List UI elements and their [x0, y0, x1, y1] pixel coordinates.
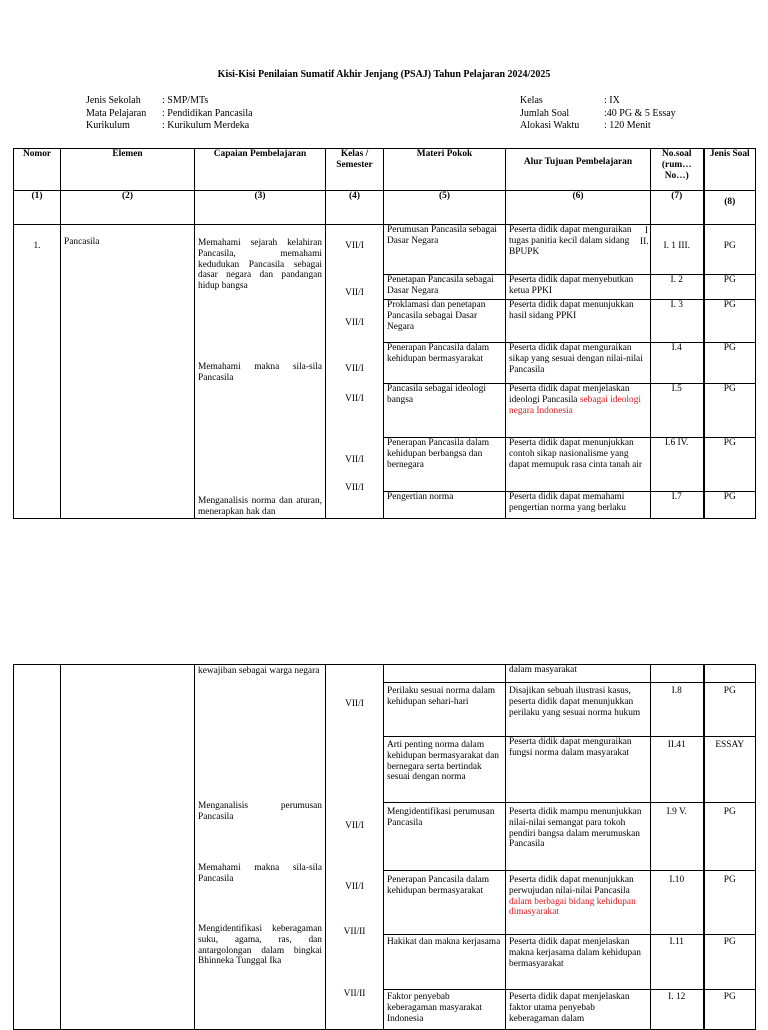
- materi-cell: Penerapan Pancasila dalam kehidupan bermasyarakat: [384, 343, 506, 384]
- school-info-left: [86, 95, 253, 133]
- capaian-cell: [195, 665, 326, 1030]
- kelas-text: VII/I: [345, 394, 364, 404]
- capaian-cell: [195, 225, 326, 519]
- meta-label: Mata Pelajaran: [86, 107, 147, 119]
- document-title: Kisi-Kisi Penilaian Sumatif Akhir Jenjang (PSAJ) Tahun Pelajaran 2024/2025: [217, 69, 551, 80]
- header-alur: Alur Tujuan Pembelajaran: [506, 149, 651, 191]
- alur-text: Peserta didik dapat menunjukkan perwujudan nilai-nilai Pancasila: [509, 875, 634, 896]
- materi-cell: Pengertian norma: [384, 492, 506, 519]
- capaian-text: Menganalisis norma dan aturan, menerapkan hak dan: [198, 496, 322, 517]
- kelas-text: VII/I: [345, 483, 364, 493]
- colnum-3: (3): [195, 191, 326, 225]
- no-soal-cell: I.8: [651, 683, 704, 737]
- kelas-text: VII/I: [345, 699, 364, 709]
- alur-cell: Peserta didik dapat menunjukkan contoh sikap nasionalisme yang dapat memupuk rasa cinta tanah air: [506, 438, 651, 492]
- colnum-1: (1): [14, 191, 61, 225]
- kelas-cell: [326, 225, 384, 519]
- materi-cell: Proklamasi dan penetapan Pancasila sebagai Dasar Negara: [384, 300, 506, 343]
- alur-cell: Peserta didik dapat menyebutkan ketua PPKI: [506, 275, 651, 300]
- header-elemen: Elemen: [61, 149, 195, 191]
- row-number-text: 1.: [33, 241, 41, 251]
- row-number: [14, 665, 61, 1030]
- capaian-text: Menganalisis perumusan Pancasila: [198, 801, 322, 822]
- kelas-text: VII/I: [345, 882, 364, 892]
- no-soal-cell: I. 1 III.: [651, 225, 704, 275]
- capaian-text: kewajiban sebagai warga negara: [198, 666, 320, 676]
- alur-cell: [506, 225, 651, 275]
- jenis-soal-cell: ESSAY: [704, 737, 756, 803]
- alur-cell: [506, 871, 651, 935]
- meta-value: :40 PG & 5 Essay: [604, 107, 676, 119]
- kelas-text: VII/I: [345, 241, 364, 251]
- meta-value: : Pendidikan Pancasila: [162, 107, 253, 119]
- header-capaian: Capaian Pembelajaran: [195, 149, 326, 191]
- meta-row-school-type: [86, 95, 253, 108]
- kelas-text: VII/I: [345, 821, 364, 831]
- alur-highlight-text: sebagai ideologi negara Indonesia: [509, 394, 642, 416]
- kelas-text: VII/I: [345, 364, 364, 374]
- meta-label: Kelas: [520, 95, 543, 106]
- no-soal-cell: I.6 IV.: [651, 438, 704, 492]
- materi-cell: [384, 665, 506, 683]
- no-soal-cell: I.11: [651, 935, 704, 990]
- alur-cell: Peserta didik dapat menjelaskan makna kerjasama dalam kehidupan bermasyarakat: [506, 935, 651, 990]
- jenis-soal-cell: PG: [704, 225, 756, 275]
- jenis-soal-cell: PG: [704, 492, 756, 519]
- alur-marker: I II.: [640, 226, 649, 247]
- table-row: [14, 665, 756, 683]
- colnum-2: (2): [61, 191, 195, 225]
- no-soal-cell: I.7: [651, 492, 704, 519]
- jenis-soal-cell: PG: [704, 683, 756, 737]
- jenis-soal-cell: PG: [704, 803, 756, 871]
- colnum-5: (5): [384, 191, 506, 225]
- header-no-soal: No.soal (rum… No…): [651, 149, 704, 191]
- alur-highlight-text: dalam berbagai bidang kehidupan dimasyarakat: [509, 896, 636, 918]
- kelas-text: VII/II: [343, 989, 366, 999]
- kelas-cell: [326, 665, 384, 1030]
- meta-label: Jumlah Soal: [520, 107, 570, 119]
- jenis-soal-cell: PG: [704, 300, 756, 343]
- kelas-text: VII/I: [345, 455, 364, 465]
- no-soal-cell: I.4: [651, 343, 704, 384]
- meta-value: : IX: [604, 95, 620, 106]
- meta-label: Jenis Sekolah: [86, 95, 141, 106]
- jenis-soal-cell: PG: [704, 275, 756, 300]
- meta-row-subject: [86, 108, 253, 121]
- materi-cell: Arti penting norma dalam kehidupan bermasyarakat dan bernegara serta bertindak sesuai dengan norma: [384, 737, 506, 803]
- table-row: [14, 225, 756, 275]
- jenis-soal-cell: PG: [704, 343, 756, 384]
- colnum-8: (8): [704, 191, 756, 225]
- capaian-text: Memahami makna sila-sila Pancasila: [198, 863, 322, 884]
- alur-cell: Peserta didik dapat menguraikan sikap yang sesuai dengan nilai-nilai Pancasila: [506, 343, 651, 384]
- materi-cell: Perumusan Pancasila sebagai Dasar Negara: [384, 225, 506, 275]
- alur-cell: Peserta didik dapat menunjukkan hasil sidang PPKI: [506, 300, 651, 343]
- header-nomor: Nomor: [14, 149, 61, 191]
- row-number: [14, 225, 61, 519]
- alur-text: Peserta didik dapat menjelaskan ideologi Pancasila: [509, 384, 630, 405]
- no-soal-cell: I. 2: [651, 275, 704, 300]
- materi-cell: Mengidentifikasi perumusan Pancasila: [384, 803, 506, 871]
- colnum-4: (4): [326, 191, 384, 225]
- materi-cell: Perilaku sesuai norma dalam kehidupan sehari-hari: [384, 683, 506, 737]
- materi-cell: Penerapan Pancasila dalam kehidupan bermasyarakat: [384, 871, 506, 935]
- alur-cell: Peserta didik mampu menunjukkan nilai-nilai semangat para tokoh pendiri bangsa dalam merumuskan Pancasila: [506, 803, 651, 871]
- capaian-text: Memahami makna sila-sila Pancasila: [198, 362, 322, 383]
- jenis-soal-cell: PG: [704, 935, 756, 990]
- meta-value: : Kurikulum Merdeka: [162, 120, 250, 131]
- no-soal-cell: I.9 V.: [651, 803, 704, 871]
- no-soal-cell: I.5: [651, 384, 704, 438]
- alur-cell: Peserta didik dapat memahami pengertian norma yang berlaku: [506, 492, 651, 519]
- kelas-text: VII/I: [345, 318, 364, 328]
- meta-row-class: [520, 95, 676, 108]
- elemen-text: Pancasila: [64, 237, 100, 247]
- meta-row-curriculum: [86, 120, 253, 133]
- jenis-soal-cell: PG: [704, 871, 756, 935]
- meta-row-question-count: [520, 108, 676, 121]
- no-soal-cell: I. 3: [651, 300, 704, 343]
- capaian-text: Mengidentifikasi keberagaman suku, agama, ras, dan antargolongan dalam bingkai Bhinneka Tunggal Ika: [198, 924, 322, 967]
- header-kelas: Kelas / Semester: [326, 149, 384, 191]
- materi-cell: Penetapan Pancasila sebagai Dasar Negara: [384, 275, 506, 300]
- header-materi: Materi Pokok: [384, 149, 506, 191]
- school-info-right: [520, 95, 676, 133]
- alur-cell: dalam masyarakat: [506, 665, 651, 683]
- no-soal-cell: I. 12: [651, 990, 704, 1030]
- materi-cell: Hakikat dan makna kerjasama: [384, 935, 506, 990]
- no-soal-cell: [651, 665, 704, 683]
- alur-cell: [506, 384, 651, 438]
- grid-table-page-2: [13, 664, 756, 1030]
- grid-table-page-1: [13, 148, 756, 519]
- capaian-text: Memahami sejarah kelahiran Pancasila, memahami kedudukan Pancasila sebagai dasar negara dan pandangan hidup bangsa: [198, 238, 322, 292]
- jenis-soal-cell: [704, 665, 756, 683]
- kelas-text: VII/II: [343, 927, 366, 937]
- alur-cell: Disajikan sebuah ilustrasi kasus, peserta didik dapat menunjukkan perilaku yang sesuai norma hukum: [506, 683, 651, 737]
- alur-cell: Peserta didik dapat menjelaskan faktor utama penyebab keberagaman dalam: [506, 990, 651, 1030]
- colnum-6: (6): [506, 191, 651, 225]
- kelas-text: VII/I: [345, 288, 364, 298]
- meta-value: : SMP/MTs: [162, 95, 209, 106]
- jenis-soal-cell: PG: [704, 438, 756, 492]
- header-jenis: Jenis Soal: [704, 149, 756, 191]
- no-soal-cell: I.10: [651, 871, 704, 935]
- jenis-soal-cell: PG: [704, 990, 756, 1030]
- alur-text: Peserta didik dapat menguraikan tugas panitia kecil dalam sidang BPUPK: [509, 225, 632, 257]
- materi-cell: Penerapan Pancasila dalam kehidupan berbangsa dan bernegara: [384, 438, 506, 492]
- jenis-soal-cell: PG: [704, 384, 756, 438]
- materi-cell: Pancasila sebagai ideologi bangsa: [384, 384, 506, 438]
- elemen-cell: [61, 665, 195, 1030]
- meta-label: Alokasi Waktu: [520, 120, 580, 131]
- meta-row-time: [520, 120, 676, 133]
- elemen-cell: [61, 225, 195, 519]
- meta-label: Kurikulum: [86, 120, 130, 131]
- colnum-7: (7): [651, 191, 704, 225]
- alur-cell: Peserta didik dapat menguraikan fungsi norma dalam masyarakat: [506, 737, 651, 803]
- meta-value: : 120 Menit: [604, 120, 651, 131]
- no-soal-cell: II.41: [651, 737, 704, 803]
- materi-cell: Faktor penyebab keberagaman masyarakat Indonesia: [384, 990, 506, 1030]
